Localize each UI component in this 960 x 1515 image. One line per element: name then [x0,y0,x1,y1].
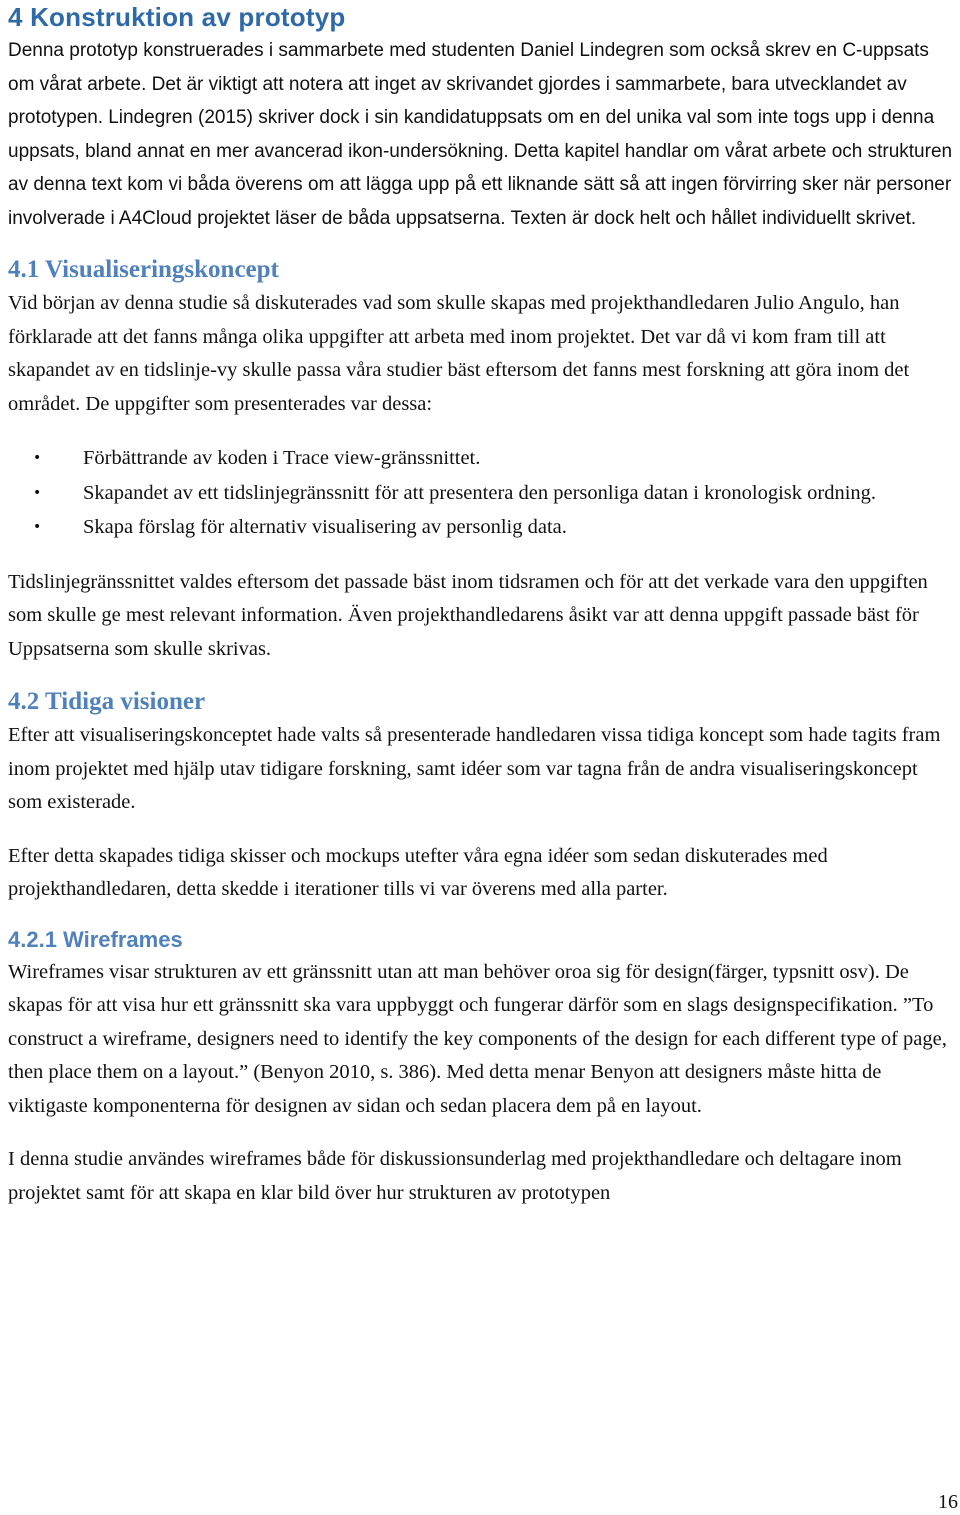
chapter-heading: 4 Konstruktion av prototyp [8,2,346,32]
list-item [8,477,956,511]
section-heading-4-2: 4.2 Tidiga visioner [8,688,206,715]
section-heading-4-1: 4.1 Visualiseringskoncept [8,256,279,283]
bullet-icon: • [33,450,42,466]
list-item [8,511,956,545]
intro-text-2: Lindegren (2015) skriver dock i sin kandidatuppsats om en del unika val som inte togs upp i denna uppsats, bland annat en mer avancerad ikon-undersökning. [8,107,935,162]
list-item [8,442,956,476]
paragraph-timeline-choice: Tidslinjegränssnittet valdes eftersom det passade bäst inom tidsramen och för att det verkade vara den uppgiften som skulle ge mest relevant information. Även projekthandledarens åsikt var att denna uppgift passade bäst för Uppsatserna som skulle skrivas. [8,570,928,660]
document-page [8,0,956,1210]
intro-text-3: Detta kapitel handlar om vårat arbete och strukturen av denna text kom vi båda överens om att lägga upp på ett liknande sätt så att ingen förvirring sker när personer involverade i A4Cloud projektet läser de båda uppsatserna. [8,140,953,229]
bullet-icon: • [33,484,42,501]
task-list [8,442,956,545]
paragraph-visualization: Vid början av denna studie så diskuterades vad som skulle skapas med projekthandledaren Julio Angulo, han förklarade att det fanns många olika uppgifter att arbeta med inom projektet. Det var då vi kom fram till att skapandet av en tidslinje-vy skulle passa våra studier bäst eftersom det fanns mest forskning att göra inom det området. De uppgifter som presenterades var dessa: [8,292,910,415]
intro-text-1: Denna prototyp konstruerades i sammarbete med studenten Daniel Lindegren som också skrev en C-uppsats om vårat arbete. Det är viktigt att notera att inget av skrivandet gjordes i sammarbete, bara utvecklandet av prototypen. [8,40,929,128]
paragraph-wireframes: Wireframes visar strukturen av ett gränssnitt utan att man behöver oroa sig för design(färger, typsnitt osv). De skapas för att visa hur ett gränssnitt ska vara uppbyggt och fungerar därför som en slags designspecifikation. ”To construct a wireframe, designers need to identify the key components of the design for each different type of page, then place them on a layout.” (Benyon 2010, s. 386). Med detta menar Benyon att designers måste hitta de viktigaste komponenterna för designen av sidan och sedan placera dem på en layout. [8,960,947,1117]
list-item-text: Förbättrande av koden i Trace view-gränssnittet. [83,447,481,469]
list-item-text: Skapandet av ett tidslinjegränssnitt för att presentera den personliga datan i kronologisk ordning. [83,481,877,504]
subsection-heading-4-2-1: 4.2.1 Wireframes [8,926,183,952]
paragraph-intro [8,34,956,235]
paragraph-early-concepts: Efter att visualiseringskonceptet hade valts så presenterade handledaren vissa tidiga koncept som hade tagits fram inom projektet med hjälp utav tidigare forskning, samt idéer som var tagna från de andra visualiseringskoncept som existerade. [8,724,941,813]
bullet-icon: • [33,519,42,535]
paragraph-sketches: Efter detta skapades tidiga skisser och mockups utefter våra egna idéer som sedan diskuterades med projekthandledaren, detta skedde i iterationer tills vi var överens med alla parter. [8,844,828,900]
list-item-text: Skapa förslag för alternativ visualisering av personlig data. [83,516,567,538]
paragraph-wireframes-usage: I denna studie användes wireframes både för diskussionsunderlag med projekthandledare och deltagare inom projektet samt för att skapa en klar bild över hur strukturen av prototypen [8,1148,902,1204]
page-number: 16 [938,1491,958,1513]
intro-text-4: Texten är dock helt och hållet individuellt skrivet. [510,207,917,229]
